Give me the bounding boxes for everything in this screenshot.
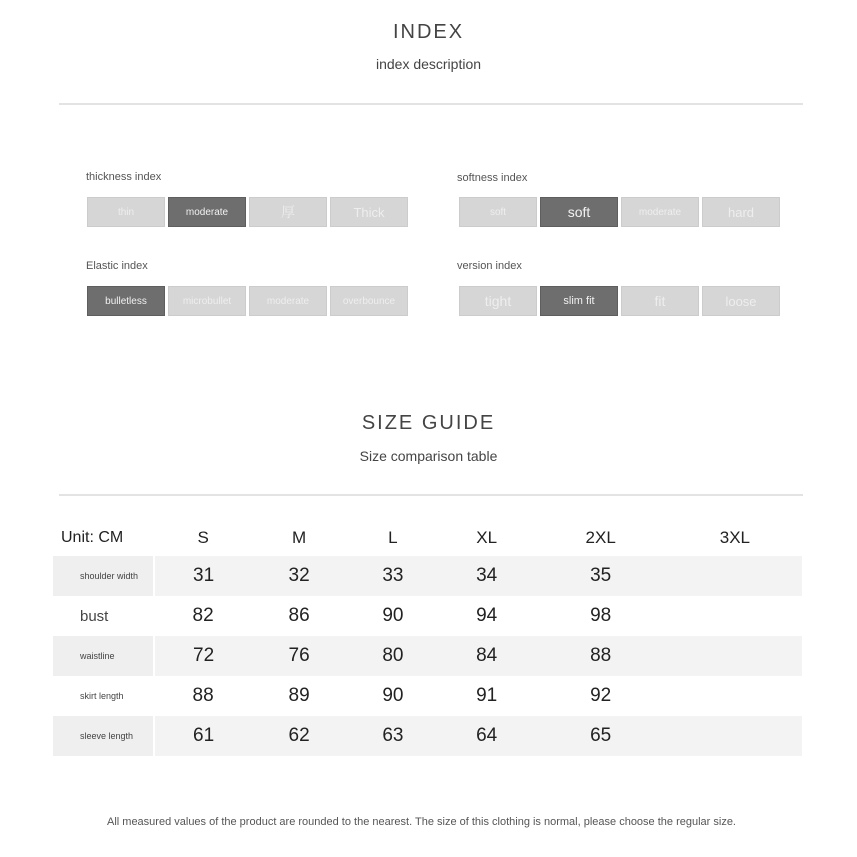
size-col-m: M — [292, 528, 307, 547]
table-cell: 92 — [590, 685, 612, 706]
size-table — [53, 520, 803, 756]
table-cell: 90 — [382, 605, 404, 626]
size-col-s: S — [197, 528, 209, 547]
table-cell — [668, 596, 802, 636]
table-cell: 65 — [590, 725, 612, 746]
elastic-option-bulletless: bulletless — [87, 286, 165, 316]
table-cell: 98 — [590, 605, 612, 626]
table-cell: 82 — [192, 605, 214, 626]
thickness-option-thick: Thick — [330, 197, 408, 227]
table-cell — [668, 716, 802, 756]
unit-label: Unit: CM — [61, 529, 124, 546]
table-cell — [668, 556, 802, 596]
thickness-option-thick-cn: 厚 — [249, 197, 327, 227]
softness-option-moderate: moderate — [621, 197, 699, 227]
table-cell: 90 — [382, 685, 404, 706]
version-option-tight: tight — [459, 286, 537, 316]
measurement-note: All measured values of the product are rounded to the nearest. The size of this clothing is normal, please choose the regular size. — [107, 816, 736, 828]
elastic-option-microbullet: microbullet — [168, 286, 246, 316]
index-title: INDEX — [392, 21, 465, 43]
thickness-index-scale — [87, 197, 408, 227]
table-cell: 62 — [288, 725, 310, 746]
table-cell: 94 — [476, 605, 498, 626]
size-guide-divider — [59, 494, 803, 496]
table-row — [53, 556, 802, 596]
thickness-option-thin: thin — [87, 197, 165, 227]
size-col-xl: XL — [476, 528, 498, 547]
table-cell: 76 — [288, 645, 310, 666]
version-option-loose: loose — [702, 286, 780, 316]
table-cell: 89 — [288, 685, 310, 706]
version-option-fit: fit — [621, 286, 699, 316]
size-header-row — [53, 520, 802, 556]
softness-option-soft-light: soft — [459, 197, 537, 227]
table-row — [53, 596, 802, 636]
table-cell: 31 — [193, 565, 215, 586]
size-guide-title: SIZE GUIDE — [361, 412, 496, 434]
table-cell: 61 — [193, 725, 215, 746]
softness-option-soft: soft — [540, 197, 618, 227]
table-cell: 88 — [590, 645, 612, 666]
elastic-index-scale — [87, 286, 408, 316]
table-cell: 88 — [192, 685, 214, 706]
version-index-label: version index — [457, 260, 522, 272]
thickness-index-label: thickness index — [86, 171, 162, 183]
table-cell: 33 — [382, 565, 404, 586]
elastic-index-label: Elastic index — [86, 260, 148, 272]
row-label: skirt length — [80, 690, 124, 701]
table-row — [53, 676, 802, 716]
table-row — [53, 636, 802, 676]
elastic-option-overbounce: overbounce — [330, 286, 408, 316]
size-col-l: L — [388, 528, 398, 547]
softness-index-scale — [459, 197, 780, 227]
index-divider — [59, 103, 803, 105]
size-col-3xl: 3XL — [719, 528, 750, 547]
table-cell — [668, 636, 802, 676]
table-cell: 86 — [288, 605, 310, 626]
softness-option-hard: hard — [702, 197, 780, 227]
table-cell: 80 — [382, 645, 404, 666]
table-cell: 34 — [476, 565, 498, 586]
version-option-slim-fit: slim fit — [540, 286, 618, 316]
table-cell: 72 — [193, 645, 215, 666]
version-index-scale — [459, 286, 780, 316]
table-row — [53, 716, 802, 756]
table-cell: 32 — [288, 565, 310, 586]
table-cell — [668, 676, 802, 716]
row-label: shoulder width — [53, 556, 154, 596]
table-cell: 84 — [476, 645, 498, 666]
table-cell: 63 — [382, 725, 404, 746]
table-cell: 35 — [590, 565, 612, 586]
table-cell: 64 — [476, 725, 498, 746]
size-col-2xl: 2XL — [585, 528, 616, 547]
index-subtitle: index description — [375, 56, 482, 72]
elastic-option-moderate: moderate — [249, 286, 327, 316]
softness-index-label: softness index — [457, 172, 528, 184]
thickness-option-moderate: moderate — [168, 197, 246, 227]
table-cell: 91 — [476, 685, 498, 706]
row-label: bust — [80, 607, 109, 625]
row-label: sleeve length — [53, 716, 154, 756]
row-label: waistline — [53, 636, 154, 676]
size-guide-subtitle: Size comparison table — [359, 448, 498, 464]
